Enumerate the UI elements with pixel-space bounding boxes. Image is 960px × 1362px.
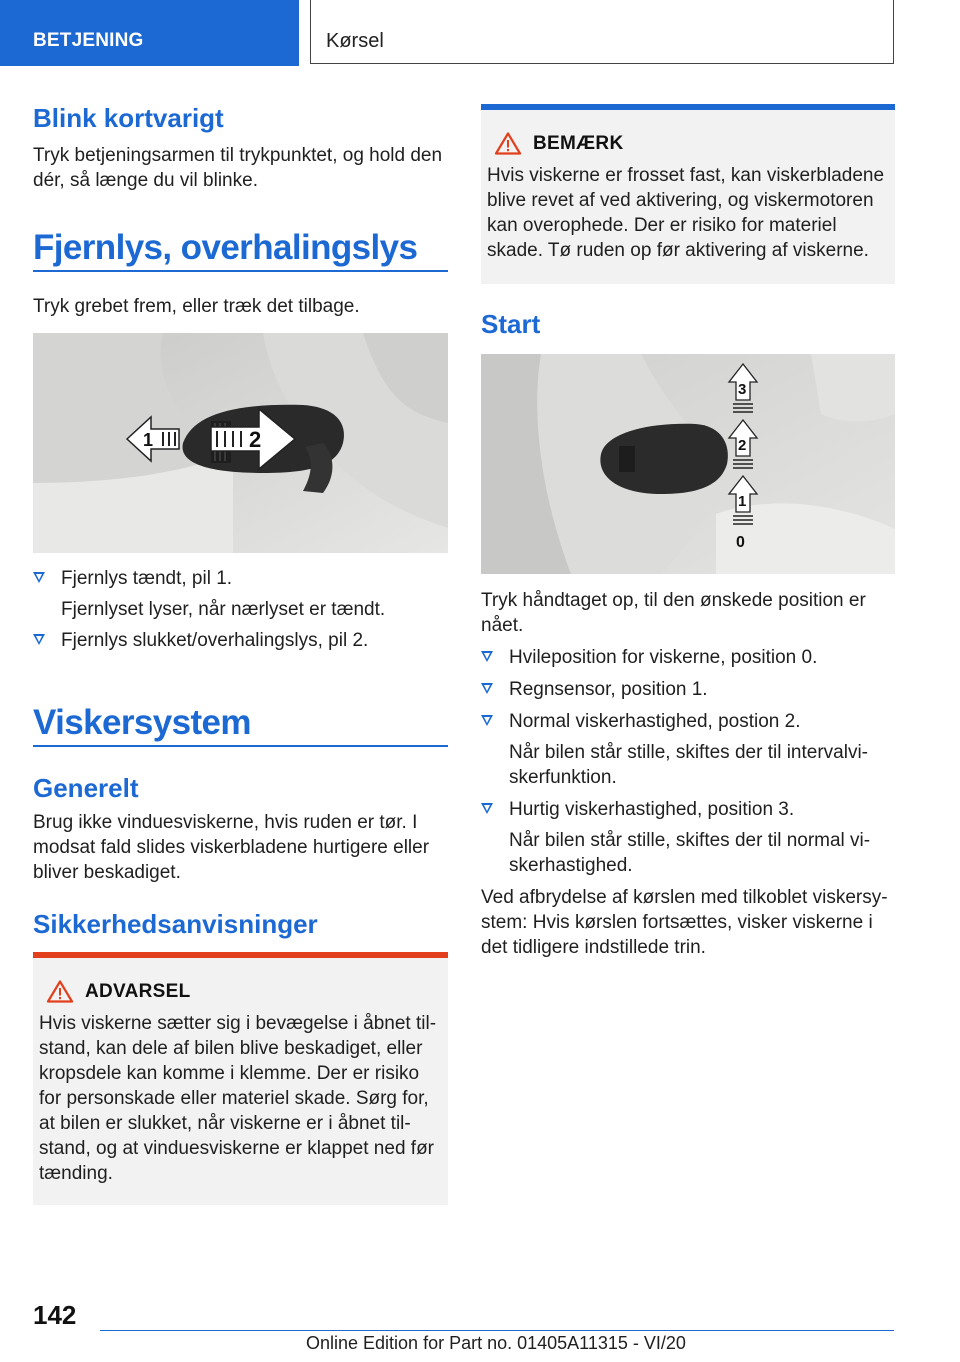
triangle-bullet-icon: [33, 634, 45, 645]
lever-illustration: [33, 333, 448, 553]
list-item: Hvileposition for viskerne, position 0.: [481, 645, 895, 670]
viskersystem-heading: Viskersystem: [33, 703, 251, 742]
list-item: Normal viskerhastighed, postion 2. Når bilen står stille, skiftes der til intervalviskerfunktion.: [481, 709, 895, 790]
footer-rule: [100, 1330, 894, 1331]
edition-text: Online Edition for Part no. 01405A11315 - VI/20: [306, 1333, 686, 1353]
high-beam-lever-figure: [33, 333, 448, 553]
blink-text: Tryk betjeningsarmen til trykpunktet, og hold den dér, så længe du vil blinke.: [33, 145, 443, 191]
heading-rule: [33, 270, 448, 272]
section-tab: [0, 0, 299, 66]
wiper-lever-figure: [481, 354, 895, 574]
notice-label: BEMÆRK: [533, 132, 624, 154]
notice-icon: [495, 132, 521, 155]
arrow-2-label: 2: [249, 427, 262, 452]
triangle-bullet-icon: [481, 651, 493, 662]
triangle-bullet-icon: [481, 683, 493, 694]
notice-bar: [481, 104, 895, 110]
blink-heading: Blink kortvarigt: [33, 103, 224, 133]
page-number: 142: [33, 1300, 77, 1330]
warning-bar: [33, 952, 448, 958]
warning-text: Hvis viskerne sætter sig i bevægelse i åbnet tilstand, kan dele af bilen blive beskadiget, eller kropsdele kan komme i klemme. Der er risiko for personskade eller materiel skade. Sørg for, at bilen er slukket, når viskerne er i åbnet tilstand, og at vinduesviskerne er klappet ned før tænding.: [39, 1013, 437, 1184]
triangle-bullet-icon: [481, 715, 493, 726]
wiper-illustration: [481, 354, 895, 574]
position-3-label: 3: [738, 381, 747, 398]
arrow-1-label: 1: [143, 430, 154, 450]
notice-box: [481, 104, 895, 284]
afbrydelse-text: Ved afbrydelse af kørslen med tilkoblet viskersystem: Hvis kørslen fortsættes, visker viskerne i det tidligere indstillede trin.: [481, 887, 888, 958]
warning-icon: [47, 980, 73, 1003]
start-list: [481, 645, 895, 878]
chapter-label: Kørsel: [326, 30, 384, 52]
generelt-text: Brug ikke vinduesviskerne, hvis ruden er tør. I modsat fald slides viskerbladene hurtigere eller bliver beskadiget.: [33, 812, 430, 883]
heading-rule: [33, 745, 448, 747]
list-item: Fjernlys slukket/overhalingslys, pil 2.: [33, 628, 448, 653]
start-text: Tryk håndtaget op, til den ønskede position er nået.: [481, 590, 866, 636]
list-item: Hurtig viskerhastighed, position 3. Når bilen står stille, skiftes der til normal viskerhastighed.: [481, 797, 895, 878]
fjernlys-heading: Fjernlys, overhalingslys: [33, 228, 418, 267]
triangle-bullet-icon: [33, 572, 45, 583]
notice-text: Hvis viskerne er frosset fast, kan viskerbladene blive revet af ved aktivering, og viskermotoren kan overophede. Der er risiko for materiel skade. Tø ruden op før aktivering af viskerne.: [487, 165, 885, 261]
position-0-label: 0: [736, 534, 745, 551]
section-label: BETJENING: [33, 30, 144, 51]
position-2-label: 2: [738, 437, 747, 454]
fjernlys-text: Tryk grebet frem, eller træk det tilbage.: [33, 296, 360, 317]
fjernlys-list: [33, 566, 448, 653]
warning-label: ADVARSEL: [85, 980, 191, 1002]
warning-box: [33, 952, 448, 1205]
chapter-header: [310, 0, 894, 64]
start-heading: Start: [481, 309, 541, 339]
list-item: Regnsensor, position 1.: [481, 677, 895, 702]
triangle-bullet-icon: [481, 803, 493, 814]
sikkerhed-heading: Sikkerhedsanvisninger: [33, 909, 318, 939]
position-1-label: 1: [738, 493, 747, 510]
generelt-heading: Generelt: [33, 773, 139, 803]
list-item: Fjernlys tændt, pil 1. Fjernlyset lyser, når nærlyset er tændt.: [33, 566, 448, 622]
